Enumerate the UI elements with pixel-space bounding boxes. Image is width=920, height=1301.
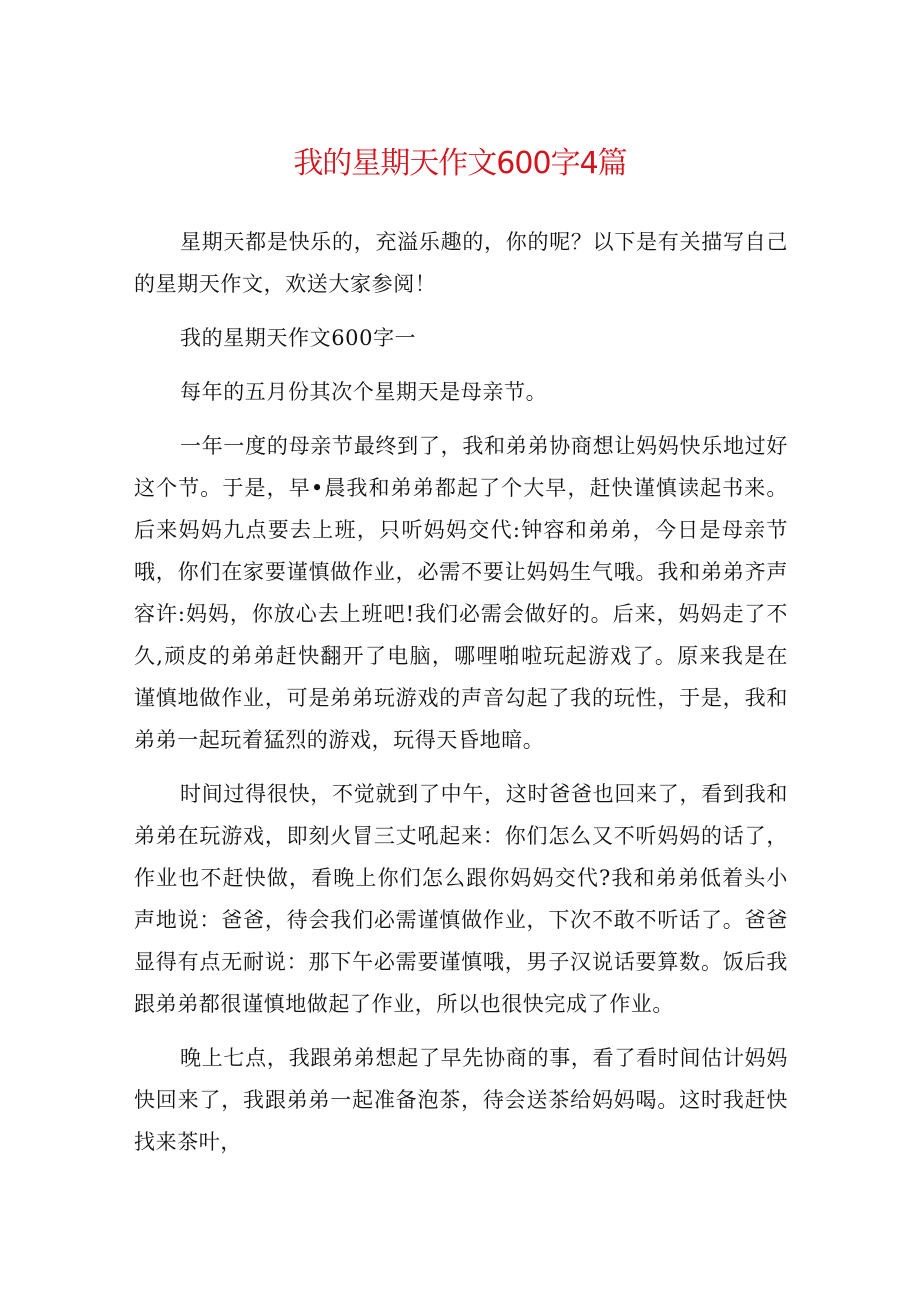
document-title: 我的星期天作文600字4篇 — [293, 146, 627, 181]
section-heading: 我的星期天作文600字一 — [180, 326, 417, 350]
paragraph: 晚上七点，我跟弟弟想起了早先协商的事，看了看时间估计妈妈快回来了，我跟弟弟一起准备泡茶，待会送茶给妈妈喝。这时我赶快找来茶叶， — [134, 1046, 788, 1154]
paragraph: 一年一度的母亲节最终到了，我和弟弟协商想让妈妈快乐地过好这个节。于是，早•晨我和弟弟都起了个大早，赶快谨慎读起书来。后来妈妈九点要去上班，只听妈妈交代:钟容和弟弟，今日是母亲节哦，你们在家要谨慎做作业，必需不要让妈妈生气哦。我和弟弟齐声容许:妈妈，你放心去上班吧!我们必需会做好的。后来，妈妈走了不久,顽皮的弟弟赶快翻开了电脑，哪哩啪啦玩起游戏了。原来我是在谨慎地做作业，可是弟弟玩游戏的声音勾起了我的玩性，于是，我和弟弟一起玩着猛烈的游戏，玩得天昏地暗。 — [134, 434, 788, 752]
paragraph-intro: 星期天都是快乐的，充溢乐趣的，你的呢？以下是有关描写自己的星期天作文，欢送大家参阅！ — [134, 230, 788, 296]
paragraph: 时间过得很快，不觉就到了中午，这时爸爸也回来了，看到我和弟弟在玩游戏，即刻火冒三丈吼起来：你们怎么又不听妈妈的话了，作业也不赶快做，看晚上你们怎么跟你妈妈交代?我和弟弟低着头小声地说：爸爸，待会我们必需谨慎做作业，下次不敢不听话了。爸爸显得有点无耐说：那下午必需要谨慎哦，男子汉说话要算数。饭后我跟弟弟都很谨慎地做起了作业，所以也很快完成了作业。 — [134, 782, 788, 1016]
paragraph: 每年的五月份其次个星期天是母亲节。 — [180, 380, 548, 404]
document-body — [134, 221, 788, 1163]
